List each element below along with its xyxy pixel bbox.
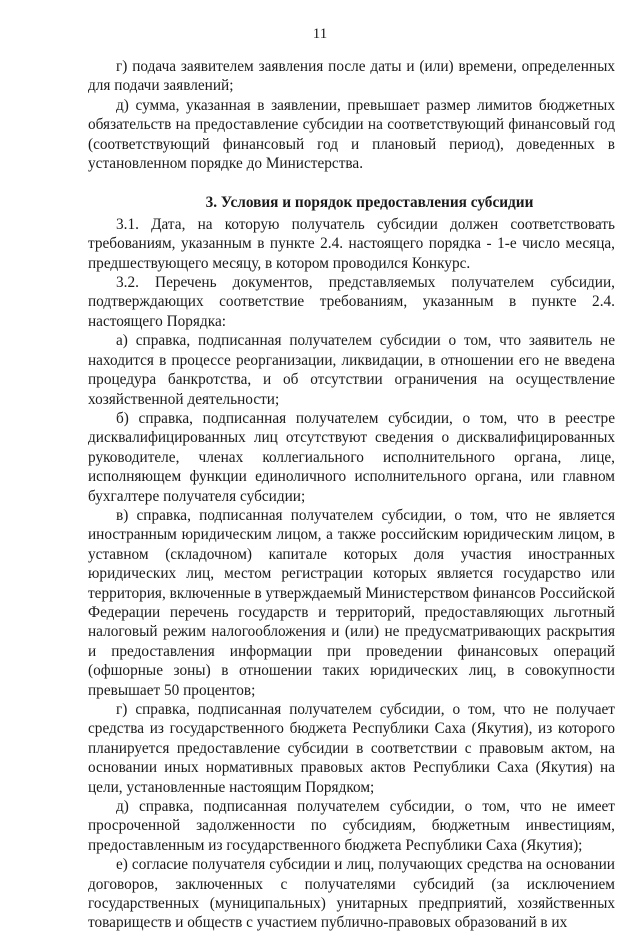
paragraph-item-g: г) подача заявителем заявления после даты и (или) времени, определенных для подачи заявлений;	[88, 58, 615, 95]
paragraph-item-e: е) согласие получателя субсидии и лиц, получающих средства на основании договоров, заключенных с получателями субсидий (за исключением государственных (муниципальных) унитарных предприятий, хозяйственных товариществ и обществ с участием публично-правовых образований в их	[88, 856, 615, 932]
section-heading: 3. Условия и порядок предоставления субсидии	[205, 194, 534, 212]
paragraph-item-g2: г) справка, подписанная получателем субсидии, о том, что не получает средства из государственного бюджета Республики Саха (Якутия), из которого планируется предоставление субсидии в соответствии с правовым актом, на основании иных нормативных правовых актов Республики Саха (Якутия) на цели, установленные настоящим Порядком;	[88, 701, 615, 796]
paragraph-item-a: а) справка, подписанная получателем субсидии о том, что заявитель не находится в процессе реорганизации, ликвидации, в отношении его не введена процедура банкротства, и об отсутствии ограничения на осуществление хозяйственной деятельности;	[88, 332, 615, 408]
document-body	[88, 57, 615, 933]
paragraph-item-d: д) сумма, указанная в заявлении, превышает размер лимитов бюджетных обязательств на предоставление субсидии на соответствующий финансовый год (соответствующий финансовый год и плановый период), доведенных в установленном порядке до Министерства.	[88, 96, 615, 173]
paragraph-3-1: 3.1. Дата, на которую получатель субсидии должен соответствовать требованиям, указанным в пункте 2.4. настоящего порядка - 1-е число месяца, предшествующего месяцу, в котором проводился Конкурс.	[88, 215, 615, 272]
paragraph-item-d2: д) справка, подписанная получателем субсидии, о том, что не имеет просроченной задолженности по субсидиям, бюджетным инвестициям, предоставленным из государственного бюджета Республики Саха (Якутия);	[88, 798, 615, 854]
paragraph-3-2: 3.2. Перечень документов, представляемых получателем субсидии, подтверждающих соответствие требованиям, указанным в пункте 2.4. настоящего Порядка:	[88, 274, 615, 330]
paragraph-item-b: б) справка, подписанная получателем субсидии, о том, что в реестре дисквалифицированных лиц отсутствуют сведения о дисквалифицированных руководителе, членах коллегиального исполнительного органа, лице, исполняющем функции единоличного исполнительного органа, или главном бухгалтере получателя субсидии;	[88, 409, 615, 505]
paragraph-item-v: в) справка, подписанная получателем субсидии, о том, что не является иностранным юридическим лицом, а также российским юридическим лицом, в уставном (складочном) капитале которых доля участия иностранных юридических лиц, местом регистрации которых является государство или территория, включенные в утверждаемый Министерством финансов Российской Федерации перечень государств и территорий, предоставляющих льготный налоговый режим налогообложения и (или) не предусматривающих раскрытия и предоставления информации при проведении финансовых операций (офшорные зоны) в отношении таких юридических лиц, в совокупности превышает 50 процентов;	[88, 506, 615, 699]
page-number: 11	[312, 26, 328, 42]
